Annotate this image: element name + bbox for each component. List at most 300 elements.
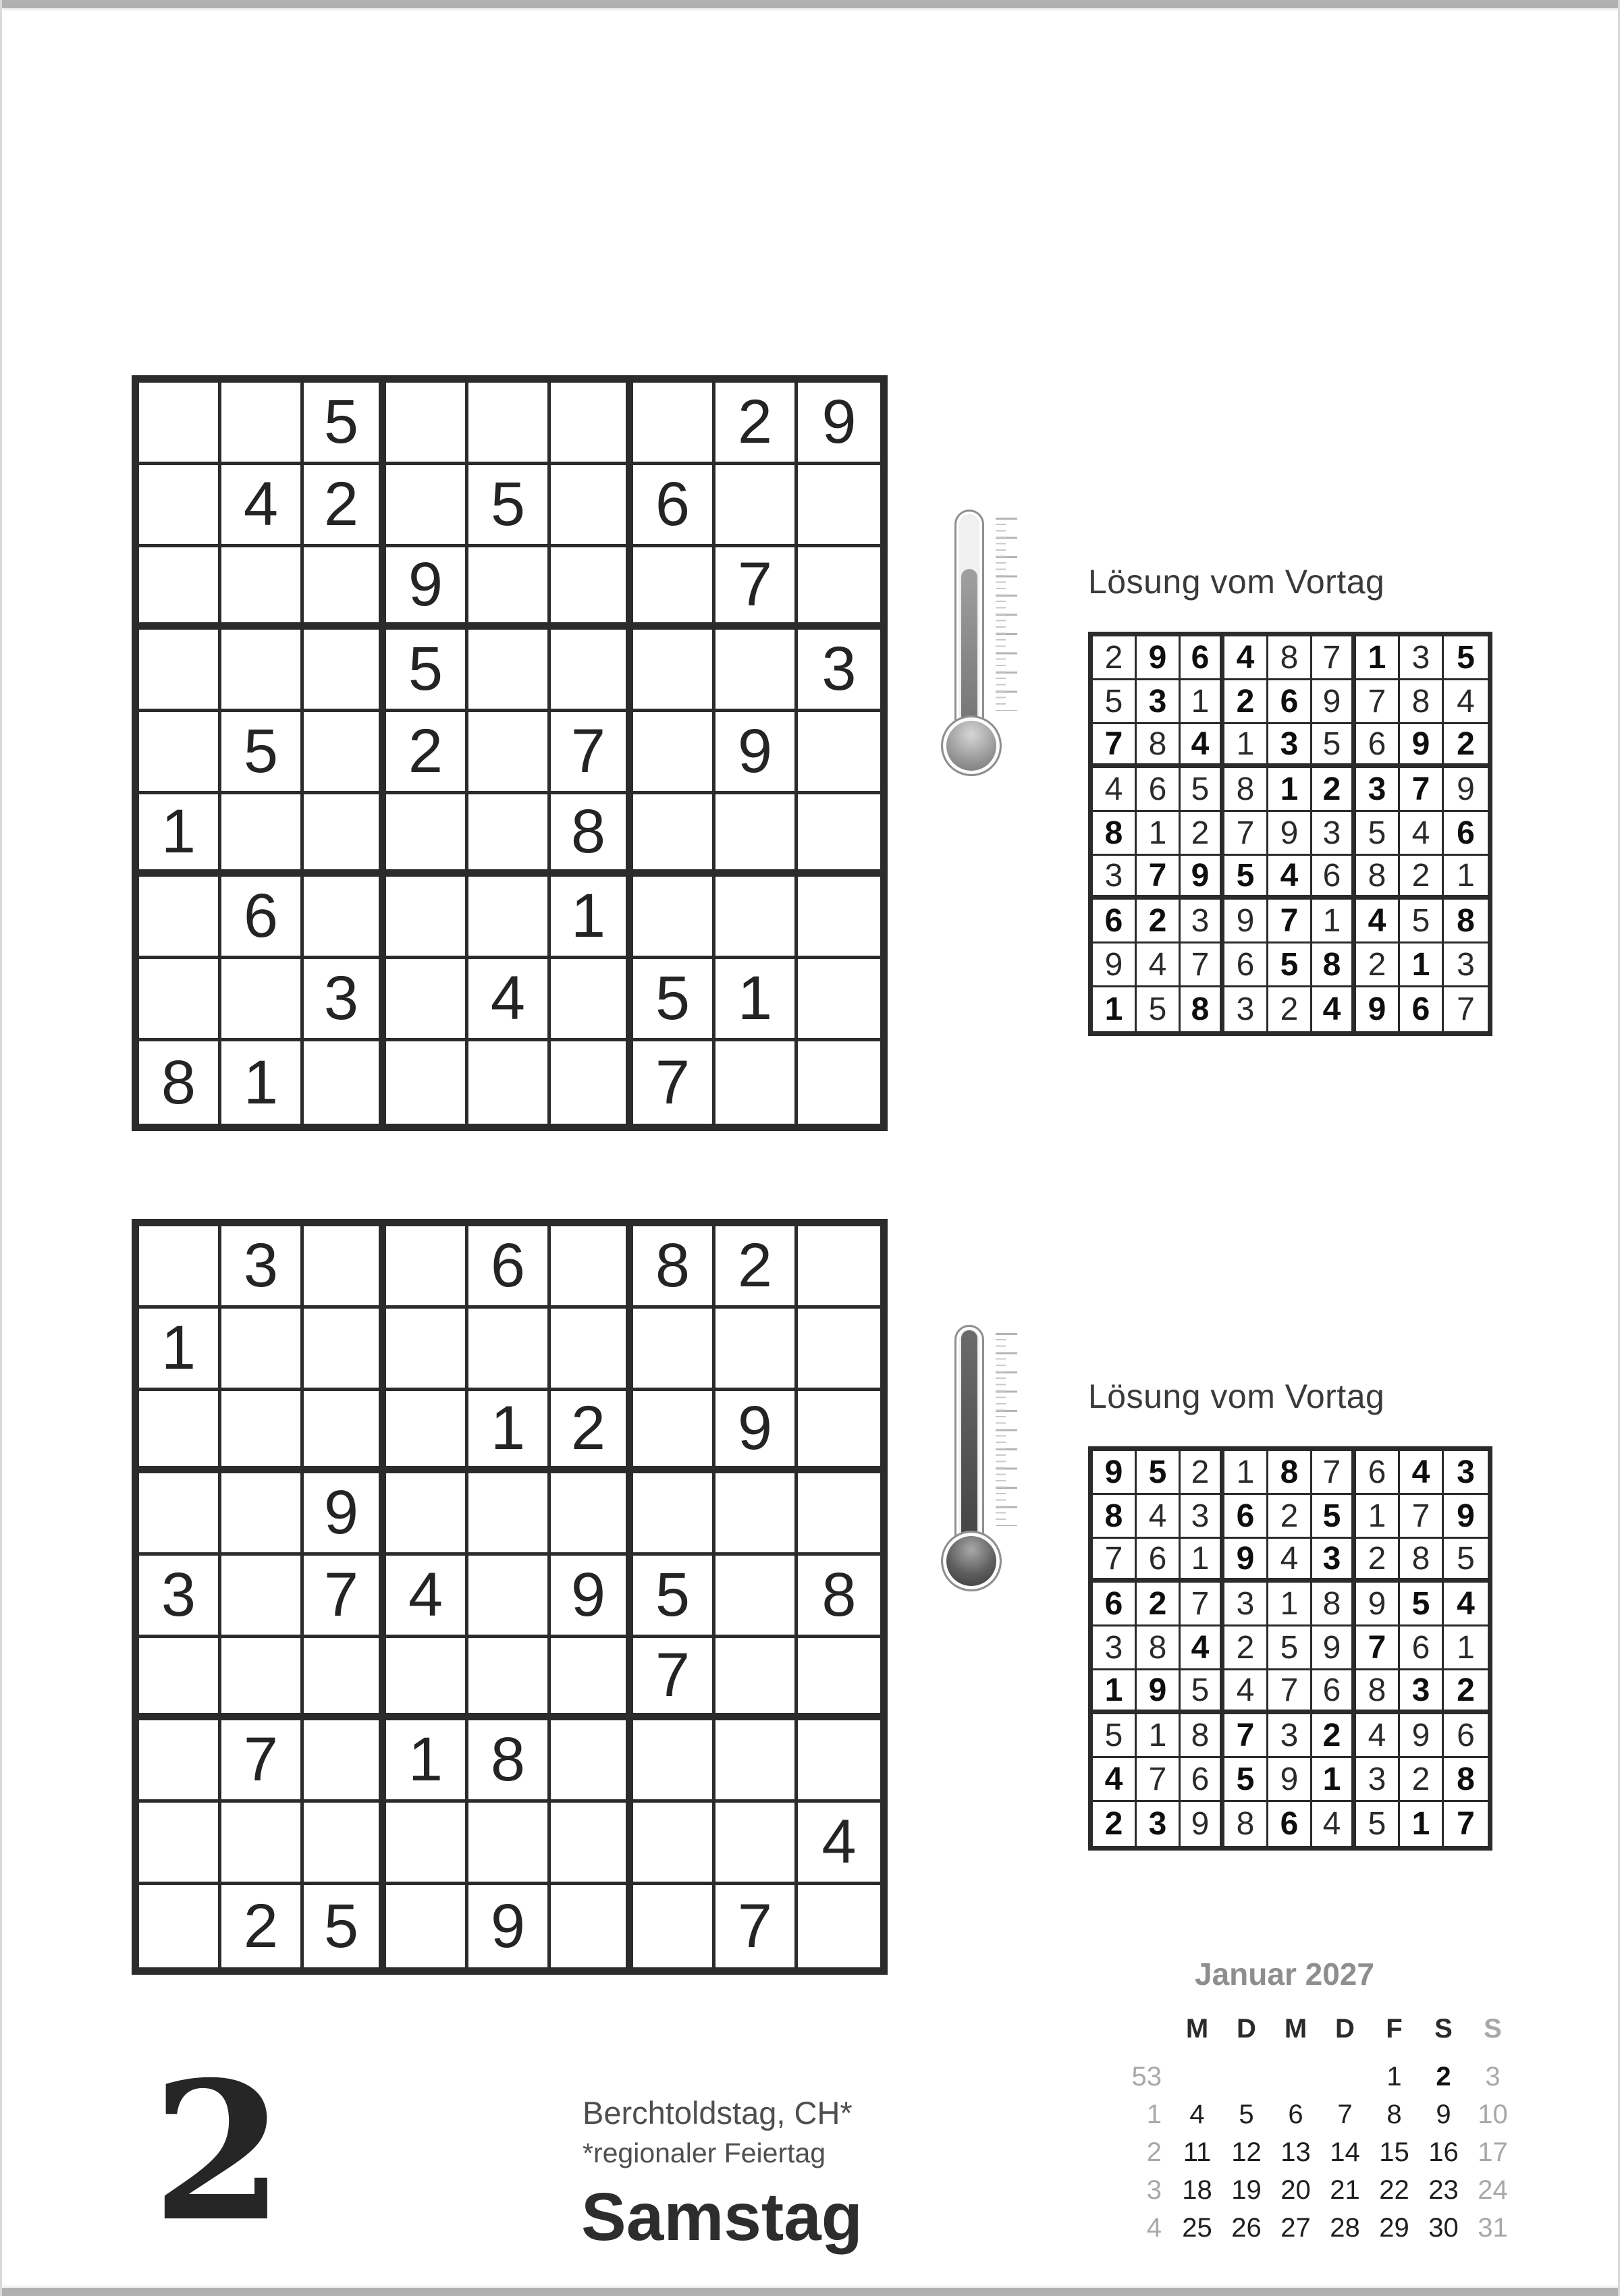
sudoku-cell xyxy=(139,1638,221,1720)
sudoku-cell: 9 xyxy=(1224,900,1268,944)
sudoku-cell xyxy=(221,1803,304,1885)
calendar-week-number: 2 xyxy=(1146,2137,1162,2167)
sudoku-cell xyxy=(386,877,468,959)
sudoku-cell: 3 xyxy=(1137,680,1181,724)
sudoku-cell xyxy=(716,1473,798,1556)
sudoku-cell: 5 xyxy=(386,630,468,712)
sudoku-cell: 5 xyxy=(304,1885,386,1967)
sudoku-cell: 7 xyxy=(221,1720,304,1803)
sudoku-cell: 2 xyxy=(1181,1451,1224,1495)
sudoku-cell: 2 xyxy=(1181,812,1224,856)
sudoku-cell: 6 xyxy=(1137,768,1181,812)
sudoku-cell: 7 xyxy=(1312,636,1356,680)
sudoku-cell: 5 xyxy=(1400,1583,1444,1627)
sudoku-cell: 4 xyxy=(386,1556,468,1638)
sudoku-cell: 4 xyxy=(1268,856,1312,900)
sudoku-cell: 8 xyxy=(1356,856,1400,900)
sudoku-cell xyxy=(551,1720,633,1803)
calendar-weekday-header xyxy=(1112,2010,1517,2048)
page-top-edge xyxy=(2,0,1620,8)
sudoku-cell: 4 xyxy=(1400,812,1444,856)
sudoku-cell: 8 xyxy=(1137,724,1181,768)
sudoku-cell: 4 xyxy=(221,465,304,547)
calendar-week-row xyxy=(1112,2171,1517,2209)
sudoku-cell: 1 xyxy=(1312,900,1356,944)
sudoku-cell: 6 xyxy=(468,1226,551,1309)
sudoku-cell xyxy=(386,1041,468,1124)
thermometer-scale-ticks xyxy=(996,1333,1017,1526)
sudoku-cell xyxy=(798,465,880,547)
sudoku-cell xyxy=(633,1473,716,1556)
sudoku-cell: 7 xyxy=(1224,1714,1268,1758)
sudoku-cell xyxy=(798,1720,880,1803)
sudoku-cell: 6 xyxy=(1400,987,1444,1031)
sudoku-cell xyxy=(551,465,633,547)
sudoku-cell xyxy=(798,1226,880,1309)
sudoku-cell: 4 xyxy=(1137,1495,1181,1539)
calendar-week-row xyxy=(1112,2058,1517,2096)
calendar-day: 20 xyxy=(1280,2175,1311,2205)
sudoku-cell: 4 xyxy=(1356,900,1400,944)
sudoku-cell xyxy=(551,1885,633,1967)
sudoku-cell: 8 xyxy=(139,1041,221,1124)
sudoku-cell: 2 xyxy=(1356,944,1400,987)
sudoku-cell: 2 xyxy=(1093,636,1137,680)
sudoku-cell xyxy=(221,630,304,712)
sudoku-cell: 1 xyxy=(1181,1539,1224,1583)
calendar-week-number: 1 xyxy=(1146,2100,1162,2129)
calendar-day: 5 xyxy=(1239,2100,1254,2129)
page-bottom-edge xyxy=(2,2288,1620,2296)
sudoku-cell xyxy=(798,1391,880,1473)
sudoku-cell: 3 xyxy=(1444,944,1488,987)
calendar-day: 9 xyxy=(1436,2100,1451,2129)
calendar-day: 25 xyxy=(1182,2213,1212,2243)
sudoku-cell: 2 xyxy=(1400,1758,1444,1802)
sudoku-cell: 5 xyxy=(1268,1627,1312,1670)
sudoku-cell xyxy=(798,1638,880,1720)
sudoku-cell: 9 xyxy=(1444,1495,1488,1539)
calendar-empty-cell xyxy=(1320,2058,1370,2096)
sudoku-cell: 2 xyxy=(386,712,468,794)
sudoku-cell xyxy=(304,1309,386,1391)
weekday-name: Samstag xyxy=(581,2179,863,2255)
calendar-empty-cell xyxy=(1271,2058,1320,2096)
sudoku-cell: 9 xyxy=(1137,636,1181,680)
sudoku-cell: 9 xyxy=(1400,1714,1444,1758)
sudoku-cell xyxy=(139,630,221,712)
sudoku-cell: 7 xyxy=(1400,1495,1444,1539)
sudoku-cell: 1 xyxy=(221,1041,304,1124)
calendar-week-row xyxy=(1112,2096,1517,2133)
sudoku-cell xyxy=(468,1556,551,1638)
sudoku-cell xyxy=(386,465,468,547)
sudoku-cell xyxy=(304,1041,386,1124)
calendar-day: 27 xyxy=(1280,2213,1311,2243)
sudoku-cell: 6 xyxy=(633,465,716,547)
sudoku-cell xyxy=(716,630,798,712)
sudoku-cell xyxy=(798,547,880,630)
sudoku-cell: 2 xyxy=(1093,1802,1137,1846)
calendar-day: 11 xyxy=(1183,2137,1212,2167)
sudoku-cell xyxy=(716,1556,798,1638)
sudoku-cell: 9 xyxy=(716,1391,798,1473)
sudoku-cell: 4 xyxy=(468,959,551,1041)
sudoku-cell xyxy=(468,1638,551,1720)
sudoku-cell: 2 xyxy=(1137,1583,1181,1627)
sudoku-cell: 8 xyxy=(1312,944,1356,987)
calendar-weekday-label: S xyxy=(1434,2014,1453,2044)
sudoku-cell: 8 xyxy=(1356,1670,1400,1714)
sudoku-cell: 5 xyxy=(304,383,386,465)
sudoku-cell: 2 xyxy=(1400,856,1444,900)
sudoku-cell xyxy=(798,1309,880,1391)
sudoku-cell: 3 xyxy=(1137,1802,1181,1846)
sudoku-cell: 9 xyxy=(1444,768,1488,812)
calendar-day: 2 xyxy=(1436,2062,1451,2092)
sudoku-cell xyxy=(716,794,798,877)
sudoku-cell: 6 xyxy=(1224,1495,1268,1539)
sudoku-cell: 1 xyxy=(1444,856,1488,900)
sudoku-cell: 5 xyxy=(1444,636,1488,680)
sudoku-cell xyxy=(716,877,798,959)
sudoku-cell: 1 xyxy=(1356,636,1400,680)
sudoku-cell: 3 xyxy=(1312,1539,1356,1583)
sudoku-cell: 3 xyxy=(1400,1670,1444,1714)
sudoku-cell: 6 xyxy=(1444,812,1488,856)
sudoku-cell: 2 xyxy=(221,1885,304,1967)
calendar-day: 31 xyxy=(1478,2213,1508,2243)
sudoku-cell: 4 xyxy=(1444,1583,1488,1627)
sudoku-cell xyxy=(221,1638,304,1720)
sudoku-cell xyxy=(139,1473,221,1556)
sudoku-cell: 7 xyxy=(633,1638,716,1720)
sudoku-cell: 7 xyxy=(1400,768,1444,812)
sudoku-cell: 1 xyxy=(1224,1451,1268,1495)
sudoku-cell xyxy=(633,547,716,630)
sudoku-cell: 6 xyxy=(1268,1802,1312,1846)
sudoku-cell xyxy=(386,1473,468,1556)
sudoku-cell xyxy=(551,547,633,630)
sudoku-cell xyxy=(633,1885,716,1967)
sudoku-cell: 4 xyxy=(798,1803,880,1885)
sudoku-cell: 5 xyxy=(633,1556,716,1638)
sudoku-cell: 3 xyxy=(1181,1495,1224,1539)
sudoku-cell xyxy=(386,1803,468,1885)
sudoku-cell xyxy=(139,1720,221,1803)
sudoku-cell: 7 xyxy=(716,1885,798,1967)
sudoku-cell: 7 xyxy=(1093,724,1137,768)
sudoku-cell: 5 xyxy=(1137,1451,1181,1495)
sudoku-cell: 2 xyxy=(1356,1539,1400,1583)
sudoku-cell: 9 xyxy=(1093,1451,1137,1495)
sudoku-cell: 6 xyxy=(1093,900,1137,944)
sudoku-cell: 9 xyxy=(798,383,880,465)
sudoku-cell: 3 xyxy=(1093,856,1137,900)
sudoku-cell: 3 xyxy=(1312,812,1356,856)
thermometer-scale-ticks xyxy=(996,518,1017,711)
sudoku-cell: 2 xyxy=(551,1391,633,1473)
calendar-weekday-label: M xyxy=(1185,2014,1209,2044)
sudoku-cell: 8 xyxy=(1093,812,1137,856)
calendar-day: 16 xyxy=(1428,2137,1459,2167)
sudoku-cell: 7 xyxy=(1093,1539,1137,1583)
sudoku-cell: 1 xyxy=(1400,944,1444,987)
sudoku-cell xyxy=(716,1803,798,1885)
calendar-day: 17 xyxy=(1478,2137,1508,2167)
sudoku-cell: 9 xyxy=(1181,856,1224,900)
sudoku-cell: 2 xyxy=(1137,900,1181,944)
sudoku-cell: 2 xyxy=(716,1226,798,1309)
sudoku-cell xyxy=(386,794,468,877)
sudoku-cell: 9 xyxy=(716,712,798,794)
sudoku-cell: 3 xyxy=(304,959,386,1041)
sudoku-cell: 7 xyxy=(304,1556,386,1638)
sudoku-cell xyxy=(386,1638,468,1720)
holiday-note: *regionaler Feiertag xyxy=(583,2137,826,2168)
sudoku-cell xyxy=(304,1391,386,1473)
sudoku-cell: 3 xyxy=(1268,724,1312,768)
sudoku-cell xyxy=(304,1638,386,1720)
calendar-day: 13 xyxy=(1280,2137,1311,2167)
calendar-week-number: 4 xyxy=(1146,2213,1162,2243)
sudoku-cell: 5 xyxy=(1093,680,1137,724)
sudoku-cell: 4 xyxy=(1312,1802,1356,1846)
calendar-weekday-label: D xyxy=(1335,2014,1355,2044)
sudoku-cell: 8 xyxy=(1268,636,1312,680)
sudoku-cell: 1 xyxy=(1137,812,1181,856)
sudoku-cell xyxy=(716,1309,798,1391)
sudoku-cell xyxy=(386,1885,468,1967)
sudoku-cell xyxy=(551,1803,633,1885)
sudoku-cell: 8 xyxy=(468,1720,551,1803)
sudoku-cell: 6 xyxy=(1444,1714,1488,1758)
sudoku-cell xyxy=(633,1391,716,1473)
sudoku-cell xyxy=(221,1309,304,1391)
sudoku-cell: 1 xyxy=(1400,1802,1444,1846)
sudoku-cell xyxy=(468,1473,551,1556)
sudoku-cell: 9 xyxy=(551,1556,633,1638)
sudoku-cell: 1 xyxy=(139,1309,221,1391)
calendar-day: 24 xyxy=(1478,2175,1508,2205)
sudoku-cell xyxy=(716,1041,798,1124)
calendar-weekday-label: D xyxy=(1237,2014,1256,2044)
solution-grid-bottom xyxy=(1088,1446,1492,1851)
sudoku-cell: 5 xyxy=(1400,900,1444,944)
sudoku-cell xyxy=(221,383,304,465)
sudoku-cell: 1 xyxy=(551,877,633,959)
calendar-month-title: Januar 2027 xyxy=(1195,1957,1374,1992)
calendar-weekday-label: M xyxy=(1284,2014,1307,2044)
difficulty-thermometer-icon xyxy=(925,1325,1020,1595)
sudoku-cell: 8 xyxy=(1093,1495,1137,1539)
sudoku-cell xyxy=(386,383,468,465)
sudoku-cell: 8 xyxy=(633,1226,716,1309)
sudoku-cell: 1 xyxy=(1268,768,1312,812)
calendar-week-row xyxy=(1112,2133,1517,2171)
sudoku-cell: 7 xyxy=(633,1041,716,1124)
sudoku-cell: 1 xyxy=(1444,1627,1488,1670)
sudoku-cell xyxy=(468,794,551,877)
sudoku-cell xyxy=(304,1803,386,1885)
sudoku-cell xyxy=(221,547,304,630)
sudoku-cell: 5 xyxy=(1093,1714,1137,1758)
sudoku-cell xyxy=(221,1556,304,1638)
sudoku-cell xyxy=(221,1473,304,1556)
sudoku-cell xyxy=(468,1309,551,1391)
sudoku-cell: 8 xyxy=(1312,1583,1356,1627)
sudoku-cell: 6 xyxy=(1312,856,1356,900)
sudoku-cell: 5 xyxy=(1224,1758,1268,1802)
sudoku-cell: 1 xyxy=(1093,987,1137,1031)
sudoku-cell: 3 xyxy=(139,1556,221,1638)
sudoku-cell: 7 xyxy=(1444,1802,1488,1846)
sudoku-cell xyxy=(304,547,386,630)
sudoku-cell: 1 xyxy=(1356,1495,1400,1539)
sudoku-cell: 2 xyxy=(1268,987,1312,1031)
sudoku-cell: 2 xyxy=(1444,724,1488,768)
sudoku-cell xyxy=(304,630,386,712)
sudoku-cell xyxy=(551,959,633,1041)
sudoku-cell: 5 xyxy=(1312,724,1356,768)
sudoku-cell: 3 xyxy=(221,1226,304,1309)
sudoku-cell: 6 xyxy=(1224,944,1268,987)
calendar-day: 1 xyxy=(1386,2062,1402,2092)
sudoku-cell: 2 xyxy=(1444,1670,1488,1714)
calendar-weekday-label: S xyxy=(1484,2014,1502,2044)
sudoku-cell: 6 xyxy=(1181,1758,1224,1802)
sudoku-cell: 8 xyxy=(1444,900,1488,944)
sudoku-cell: 6 xyxy=(1181,636,1224,680)
holiday-name: Berchtoldstag, CH* xyxy=(583,2095,853,2131)
sudoku-cell xyxy=(633,1309,716,1391)
sudoku-cell: 5 xyxy=(1268,944,1312,987)
sudoku-cell: 7 xyxy=(1137,1758,1181,1802)
calendar-day: 12 xyxy=(1231,2137,1262,2167)
sudoku-cell: 8 xyxy=(551,794,633,877)
sudoku-cell: 4 xyxy=(1444,680,1488,724)
sudoku-cell: 3 xyxy=(1224,987,1268,1031)
sudoku-cell xyxy=(716,1720,798,1803)
sudoku-cell: 7 xyxy=(551,712,633,794)
sudoku-cell: 6 xyxy=(1356,1451,1400,1495)
sudoku-cell xyxy=(139,465,221,547)
sudoku-cell: 4 xyxy=(1093,768,1137,812)
sudoku-puzzle-bottom xyxy=(132,1219,888,1975)
sudoku-cell: 3 xyxy=(1356,768,1400,812)
sudoku-cell: 3 xyxy=(1444,1451,1488,1495)
sudoku-cell: 5 xyxy=(1444,1539,1488,1583)
sudoku-cell: 1 xyxy=(1224,724,1268,768)
thermometer-bulb xyxy=(941,715,1002,776)
sudoku-cell: 4 xyxy=(1400,1451,1444,1495)
sudoku-cell xyxy=(633,712,716,794)
sudoku-cell: 3 xyxy=(1400,636,1444,680)
sudoku-cell: 7 xyxy=(716,547,798,630)
sudoku-cell xyxy=(798,1041,880,1124)
sudoku-cell: 5 xyxy=(468,465,551,547)
sudoku-cell: 2 xyxy=(1224,1627,1268,1670)
sudoku-cell xyxy=(468,1803,551,1885)
sudoku-cell: 7 xyxy=(1356,680,1400,724)
solution-grid-top xyxy=(1088,632,1492,1036)
calendar-week-column-spacer xyxy=(1112,2010,1172,2048)
sudoku-cell xyxy=(139,959,221,1041)
sudoku-cell xyxy=(386,959,468,1041)
sudoku-cell: 9 xyxy=(1093,944,1137,987)
thermometer-fill xyxy=(961,1330,977,1558)
sudoku-cell: 9 xyxy=(1356,987,1400,1031)
calendar-week-row xyxy=(1112,2209,1517,2247)
sudoku-cell xyxy=(221,959,304,1041)
sudoku-cell: 7 xyxy=(1268,1670,1312,1714)
sudoku-cell: 9 xyxy=(1356,1583,1400,1627)
sudoku-cell xyxy=(468,1041,551,1124)
calendar-day: 29 xyxy=(1379,2213,1409,2243)
sudoku-cell: 4 xyxy=(1093,1758,1137,1802)
sudoku-cell xyxy=(633,383,716,465)
sudoku-cell: 6 xyxy=(1356,724,1400,768)
sudoku-cell: 5 xyxy=(1312,1495,1356,1539)
sudoku-cell: 2 xyxy=(1268,1495,1312,1539)
sudoku-cell xyxy=(551,383,633,465)
sudoku-cell xyxy=(304,1720,386,1803)
sudoku-cell xyxy=(468,630,551,712)
sudoku-cell: 6 xyxy=(221,877,304,959)
sudoku-cell xyxy=(139,1226,221,1309)
sudoku-cell xyxy=(468,547,551,630)
sudoku-cell: 4 xyxy=(1268,1539,1312,1583)
sudoku-cell xyxy=(139,1803,221,1885)
sudoku-cell xyxy=(798,1885,880,1967)
calendar-day: 26 xyxy=(1231,2213,1262,2243)
sudoku-cell: 9 xyxy=(386,547,468,630)
sudoku-cell: 8 xyxy=(1137,1627,1181,1670)
sudoku-cell xyxy=(633,794,716,877)
solution-title-bottom: Lösung vom Vortag xyxy=(1088,1377,1385,1415)
sudoku-cell: 1 xyxy=(1137,1714,1181,1758)
calendar-day: 28 xyxy=(1330,2213,1360,2243)
thermometer-bulb xyxy=(941,1531,1002,1591)
calendar-day: 22 xyxy=(1379,2175,1409,2205)
sudoku-cell: 9 xyxy=(1268,1758,1312,1802)
sudoku-cell xyxy=(633,630,716,712)
sudoku-cell xyxy=(221,794,304,877)
sudoku-cell: 3 xyxy=(1181,900,1224,944)
sudoku-cell xyxy=(633,877,716,959)
sudoku-cell: 3 xyxy=(1224,1583,1268,1627)
sudoku-cell xyxy=(551,1638,633,1720)
sudoku-cell: 6 xyxy=(1093,1583,1137,1627)
sudoku-cell xyxy=(304,1226,386,1309)
difficulty-thermometer-icon xyxy=(925,510,1020,780)
sudoku-cell: 5 xyxy=(1356,812,1400,856)
sudoku-cell: 7 xyxy=(1268,900,1312,944)
sudoku-cell xyxy=(468,877,551,959)
sudoku-cell: 4 xyxy=(1137,944,1181,987)
sudoku-cell xyxy=(386,1309,468,1391)
calendar-day: 15 xyxy=(1379,2137,1409,2167)
calendar-weekday-label: F xyxy=(1386,2014,1403,2044)
sudoku-cell: 4 xyxy=(1356,1714,1400,1758)
sudoku-cell: 5 xyxy=(1181,1670,1224,1714)
sudoku-cell: 4 xyxy=(1312,987,1356,1031)
sudoku-cell: 5 xyxy=(1137,987,1181,1031)
sudoku-cell xyxy=(304,877,386,959)
sudoku-cell: 9 xyxy=(1400,724,1444,768)
sudoku-cell: 6 xyxy=(1400,1627,1444,1670)
sudoku-cell xyxy=(139,1391,221,1473)
